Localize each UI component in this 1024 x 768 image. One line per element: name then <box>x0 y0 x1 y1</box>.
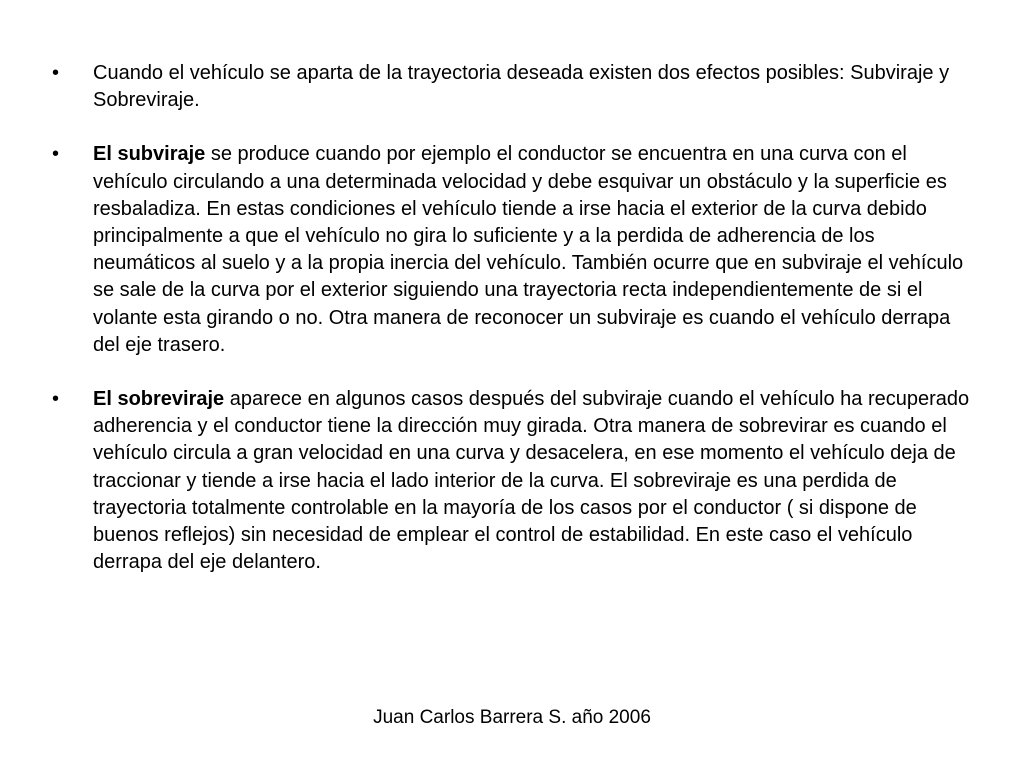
footer-credit: Juan Carlos Barrera S. año 2006 <box>373 707 651 728</box>
bullet-body: se produce cuando por ejemplo el conductor se encuentra en una curva con el vehículo circulando a una determinada velocidad y debe esquivar un obstáculo y la superficie es resbaladiza. En estas condiciones el vehículo tiende a irse hacia el exterior de la curva debido principalmente a que el vehículo no gira lo suficiente y a la perdida de adherencia de los neumáticos al suelo y a la propia inercia del vehículo. También ocurre que en subviraje el vehículo se sale de la curva por el exterior siguiendo una trayectoria recta independientemente de si el volante esta girando o no. Otra manera de reconocer un subviraje es cuando el vehículo derrapa del eje trasero. <box>93 143 964 356</box>
bullet-body: Cuando el vehículo se aparta de la trayectoria deseada existen dos efectos posibles: Subviraje y Sobreviraje. <box>93 62 950 112</box>
bullet-item-intro <box>52 60 972 114</box>
bullet-icon: • <box>52 388 60 411</box>
bullet-body: aparece en algunos casos después del subviraje cuando el vehículo ha recuperado adherencia y el conductor tiene la dirección muy girada. Otra manera de sobrevirar es cuando el vehículo circula a gran velocidad en una curva y desacelera, en ese momento el vehículo deja de traccionar y tiende a irse hacia el lado interior de la curva. El sobreviraje es una perdida de trayectoria totalmente controlable en la mayoría de los casos por el conductor ( si dispone de buenos reflejos) sin necesidad de emplear el control de estabilidad. En este caso el vehículo derrapa del eje delantero. <box>93 388 970 574</box>
bullet-item-sobreviraje <box>52 386 972 576</box>
bullet-item-subviraje <box>52 141 972 359</box>
bullet-icon: • <box>52 62 60 84</box>
bullet-icon: • <box>52 143 60 166</box>
bullet-list <box>52 60 972 603</box>
bullet-text <box>93 62 949 111</box>
bullet-lead: El sobreviraje <box>93 388 225 411</box>
bullet-lead: El subviraje <box>93 143 206 166</box>
bullet-text <box>93 143 963 355</box>
bullet-text <box>93 388 969 573</box>
